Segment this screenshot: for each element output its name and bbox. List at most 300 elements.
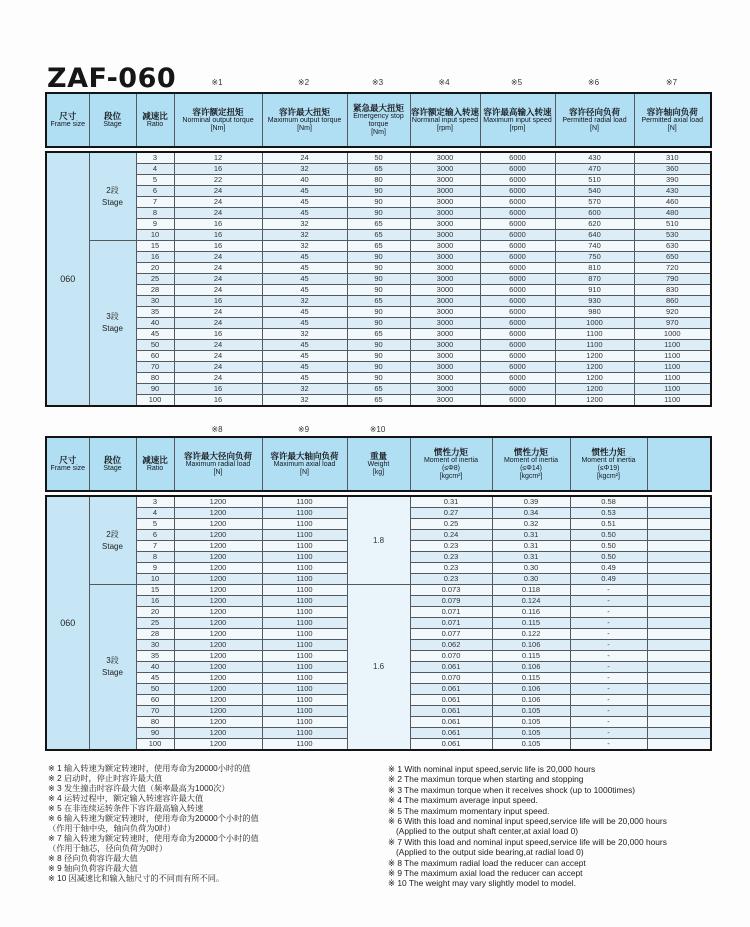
- value-cell: 24: [174, 208, 262, 219]
- empty-cell: [647, 728, 711, 739]
- header-cn-label: 容许最大径向负荷: [183, 450, 252, 461]
- value-cell: 0.115: [492, 618, 570, 629]
- ratio-cell: 8: [136, 208, 174, 219]
- table-1-body: [45, 151, 712, 407]
- value-cell: 0.071: [410, 607, 492, 618]
- header-cn-label: 容许额定输入转速: [410, 106, 479, 117]
- value-cell: 1100: [555, 340, 634, 351]
- value-cell: 45: [262, 274, 347, 285]
- value-cell: 24: [174, 274, 262, 285]
- empty-cell: [647, 496, 711, 508]
- value-cell: 16: [174, 329, 262, 340]
- ratio-cell: 28: [136, 629, 174, 640]
- value-cell: 45: [262, 208, 347, 219]
- stage-cell: 3段 Stage: [89, 241, 136, 407]
- ratio-cell: 10: [136, 574, 174, 585]
- value-cell: 0.106: [492, 662, 570, 673]
- ref-mark: ※2: [297, 78, 310, 87]
- header-unit-label: [kg]: [372, 468, 385, 476]
- value-cell: 24: [174, 351, 262, 362]
- value-cell: 6000: [480, 395, 555, 407]
- ratio-cell: 5: [136, 519, 174, 530]
- header-unit-label: [Nm]: [297, 124, 312, 132]
- value-cell: -: [570, 596, 647, 607]
- ratio-cell: 9: [136, 563, 174, 574]
- value-cell: 80: [347, 175, 410, 186]
- value-cell: 1200: [174, 541, 262, 552]
- value-cell: 630: [634, 241, 711, 252]
- value-cell: 920: [634, 307, 711, 318]
- value-cell: 1200: [555, 395, 634, 407]
- ref-mark: ※7: [665, 78, 678, 87]
- value-cell: 1200: [174, 706, 262, 717]
- empty-cell: [647, 607, 711, 618]
- value-cell: 1200: [174, 640, 262, 651]
- ratio-cell: 5: [136, 175, 174, 186]
- table-row: [46, 307, 711, 318]
- table-row: [46, 252, 711, 263]
- value-cell: 910: [555, 285, 634, 296]
- empty-cell: [647, 640, 711, 651]
- value-cell: 24: [174, 197, 262, 208]
- value-cell: 1100: [262, 640, 347, 651]
- value-cell: -: [570, 684, 647, 695]
- value-cell: 1000: [634, 329, 711, 340]
- value-cell: 1200: [555, 362, 634, 373]
- value-cell: 65: [347, 219, 410, 230]
- value-cell: 1100: [262, 585, 347, 596]
- header-en-label: Weight: [367, 460, 390, 468]
- value-cell: 1100: [262, 717, 347, 728]
- value-cell: 1100: [262, 662, 347, 673]
- header-cn-label: 惯性力矩: [513, 446, 548, 457]
- value-cell: 6000: [480, 186, 555, 197]
- value-cell: 1100: [262, 706, 347, 717]
- table-row: [46, 296, 711, 307]
- value-cell: 1200: [555, 373, 634, 384]
- table-row: [46, 230, 711, 241]
- value-cell: -: [570, 651, 647, 662]
- ratio-cell: 6: [136, 186, 174, 197]
- table-row: [46, 340, 711, 351]
- value-cell: 6000: [480, 340, 555, 351]
- header-en-label: Emergency stop torque: [353, 112, 404, 128]
- value-cell: 32: [262, 241, 347, 252]
- value-cell: 1200: [174, 695, 262, 706]
- value-cell: 6000: [480, 208, 555, 219]
- value-cell: 0.118: [492, 585, 570, 596]
- value-cell: 460: [634, 197, 711, 208]
- value-cell: 620: [555, 219, 634, 230]
- header-en-label: Norminal output torque: [182, 116, 254, 124]
- value-cell: 1200: [174, 739, 262, 751]
- value-cell: 1100: [262, 496, 347, 508]
- title-bar: [45, 56, 710, 94]
- value-cell: 3000: [410, 252, 480, 263]
- value-cell: 45: [262, 318, 347, 329]
- header-unit-label: [kgcm²]: [439, 472, 463, 480]
- footnote-line: （作用于轴中央，轴向负荷为0时）: [48, 824, 176, 833]
- value-cell: 3000: [410, 329, 480, 340]
- column-header: [410, 437, 492, 491]
- footnote-line: ※ 6 输入转速为额定转速时，使用寿命为20000个小时的值: [48, 814, 259, 823]
- ref-marks-row-1: [45, 76, 710, 89]
- value-cell: 3000: [410, 152, 480, 164]
- header-cn-label: 容许额定扭矩: [192, 106, 244, 117]
- value-cell: 0.50: [570, 552, 647, 563]
- table-row: [46, 496, 711, 508]
- value-cell: 3000: [410, 373, 480, 384]
- value-cell: 6000: [480, 307, 555, 318]
- header-en-label: Moment of inertia: [503, 456, 559, 464]
- value-cell: 0.31: [492, 541, 570, 552]
- value-cell: 16: [174, 384, 262, 395]
- value-cell: -: [570, 706, 647, 717]
- value-cell: 0.061: [410, 695, 492, 706]
- value-cell: 1100: [262, 563, 347, 574]
- column-header: [174, 93, 262, 147]
- ratio-cell: 80: [136, 717, 174, 728]
- header-en-label: Ratio: [146, 465, 164, 473]
- value-cell: 1200: [174, 651, 262, 662]
- header-unit-label: [rpm]: [437, 124, 453, 132]
- header-unit-label: [rpm]: [509, 124, 526, 132]
- header-en-label: Ratio: [146, 121, 164, 129]
- table-1-header: [45, 92, 712, 148]
- value-cell: 3000: [410, 241, 480, 252]
- footnote-line: ※ 1 With nominal input speed,servic life is 20,000 hours: [388, 764, 596, 774]
- empty-cell: [647, 739, 711, 751]
- header-cn-label: 惯性力矩: [433, 446, 468, 457]
- value-cell: 0.062: [410, 640, 492, 651]
- value-cell: 90: [347, 373, 410, 384]
- value-cell: 1200: [174, 629, 262, 640]
- value-cell: 810: [555, 263, 634, 274]
- value-cell: 0.105: [492, 717, 570, 728]
- value-cell: 90: [347, 307, 410, 318]
- header-en-label: Frame size: [50, 465, 86, 473]
- value-cell: 6000: [480, 219, 555, 230]
- value-cell: 45: [262, 197, 347, 208]
- column-header: [174, 437, 262, 491]
- ref-mark: ※4: [438, 78, 450, 87]
- value-cell: 32: [262, 329, 347, 340]
- empty-cell: [647, 706, 711, 717]
- value-cell: 750: [555, 252, 634, 263]
- stage-cell: 2段 Stage: [89, 152, 136, 241]
- value-cell: 6000: [480, 384, 555, 395]
- footnote-line: ※ 3 发生撞击时容许最大值（频率最高为1000次）: [48, 784, 230, 793]
- value-cell: 1100: [262, 739, 347, 751]
- value-cell: 65: [347, 329, 410, 340]
- header-en-label: Permitted axial load: [641, 116, 703, 124]
- value-cell: 90: [347, 274, 410, 285]
- footnote-line: ※ 5 在非连续运转条件下容许最高输入转速: [48, 804, 204, 813]
- value-cell: 90: [347, 197, 410, 208]
- value-cell: 90: [347, 318, 410, 329]
- table-row: [46, 274, 711, 285]
- value-cell: 1100: [634, 340, 711, 351]
- column-header: [89, 93, 136, 147]
- ratio-cell: 6: [136, 530, 174, 541]
- column-header: [634, 93, 711, 147]
- header-unit-label: [Nm]: [210, 124, 226, 132]
- footnote-line: ※ 6 With this load and nominal input speed,service life will be 20,000 hours: [388, 816, 667, 827]
- value-cell: 16: [174, 164, 262, 175]
- value-cell: 3000: [410, 395, 480, 407]
- header-en-label: Frame size: [50, 121, 86, 129]
- header-cn-label: 容许最大扭矩: [278, 106, 330, 117]
- value-cell: 1100: [262, 695, 347, 706]
- value-cell: 32: [262, 230, 347, 241]
- ratio-cell: 9: [136, 219, 174, 230]
- ratio-cell: 50: [136, 340, 174, 351]
- value-cell: 90: [347, 186, 410, 197]
- value-cell: 1100: [262, 607, 347, 618]
- footnote-line: ※ 7 输入转速为额定转速时，使用寿命为20000个小时的值: [48, 834, 259, 843]
- value-cell: 720: [634, 263, 711, 274]
- ratio-cell: 35: [136, 651, 174, 662]
- table-row: [46, 175, 711, 186]
- value-cell: 1200: [174, 618, 262, 629]
- value-cell: 0.077: [410, 629, 492, 640]
- value-cell: 0.23: [410, 574, 492, 585]
- value-cell: 1200: [174, 607, 262, 618]
- footnote-line: (Applied to the output shaft center,at axial load 0): [396, 826, 579, 837]
- value-cell: 0.116: [492, 607, 570, 618]
- value-cell: 310: [634, 152, 711, 164]
- value-cell: 1200: [555, 384, 634, 395]
- value-cell: 0.31: [492, 530, 570, 541]
- empty-cell: [647, 574, 711, 585]
- spec-table-2: [45, 423, 710, 751]
- footnote-line: ※ 8 The maximum radial load the reducer can accept: [388, 857, 586, 868]
- empty-cell: [647, 662, 711, 673]
- empty-cell: [647, 541, 711, 552]
- value-cell: -: [570, 673, 647, 684]
- value-cell: 45: [262, 307, 347, 318]
- footnote-line: ※ 9 The maximum axial load the reducer can accept: [388, 868, 583, 879]
- footnote-line: ※ 10 因减速比和输入轴尺寸的不同而有所不同。: [48, 874, 225, 883]
- value-cell: 1100: [262, 728, 347, 739]
- value-cell: 3000: [410, 318, 480, 329]
- value-cell: 0.079: [410, 596, 492, 607]
- value-cell: 0.49: [570, 563, 647, 574]
- column-header: [492, 437, 570, 491]
- table-row: [46, 373, 711, 384]
- value-cell: 6000: [480, 241, 555, 252]
- footnotes: [45, 764, 710, 889]
- empty-cell: [647, 684, 711, 695]
- empty-cell: [647, 508, 711, 519]
- header-cn-label: 减速比: [142, 454, 168, 465]
- value-cell: 22: [174, 175, 262, 186]
- value-cell: 6000: [480, 175, 555, 186]
- value-cell: 65: [347, 395, 410, 407]
- value-cell: 1100: [262, 508, 347, 519]
- header-en-label: Stage: [103, 121, 122, 129]
- value-cell: -: [570, 662, 647, 673]
- ratio-cell: 28: [136, 285, 174, 296]
- value-cell: 3000: [410, 274, 480, 285]
- ratio-cell: 3: [136, 496, 174, 508]
- header-unit-label: [N]: [213, 468, 223, 476]
- value-cell: 32: [262, 296, 347, 307]
- value-cell: 0.23: [410, 541, 492, 552]
- ratio-cell: 7: [136, 541, 174, 552]
- ratio-cell: 45: [136, 329, 174, 340]
- value-cell: 1200: [174, 496, 262, 508]
- value-cell: 0.32: [492, 519, 570, 530]
- value-cell: 0.31: [492, 552, 570, 563]
- value-cell: 0.105: [492, 739, 570, 751]
- value-cell: 1100: [262, 684, 347, 695]
- ratio-cell: 50: [136, 684, 174, 695]
- value-cell: 0.106: [492, 695, 570, 706]
- empty-cell: [647, 585, 711, 596]
- value-cell: 40: [262, 175, 347, 186]
- value-cell: 3000: [410, 384, 480, 395]
- value-cell: 1200: [174, 519, 262, 530]
- value-cell: 1200: [174, 563, 262, 574]
- ratio-cell: 30: [136, 640, 174, 651]
- value-cell: 0.50: [570, 541, 647, 552]
- value-cell: 16: [174, 296, 262, 307]
- value-cell: -: [570, 618, 647, 629]
- column-header: [46, 437, 89, 491]
- value-cell: 1100: [262, 530, 347, 541]
- ratio-cell: 60: [136, 351, 174, 362]
- value-cell: 0.061: [410, 728, 492, 739]
- value-cell: 1100: [634, 384, 711, 395]
- header-cn-label: 尺寸: [59, 454, 77, 465]
- value-cell: -: [570, 717, 647, 728]
- value-cell: 1200: [174, 574, 262, 585]
- value-cell: 3000: [410, 175, 480, 186]
- table-row: [46, 152, 711, 164]
- value-cell: 530: [634, 230, 711, 241]
- header-cn-label: 段位: [103, 454, 121, 465]
- ratio-cell: 8: [136, 552, 174, 563]
- column-header: [410, 93, 480, 147]
- value-cell: 1200: [174, 596, 262, 607]
- header-en-label: Stage: [103, 465, 122, 473]
- value-cell: 980: [555, 307, 634, 318]
- ratio-cell: 45: [136, 673, 174, 684]
- value-cell: 0.115: [492, 673, 570, 684]
- value-cell: 16: [174, 219, 262, 230]
- header-en-label: Maximum radial load: [185, 460, 251, 468]
- value-cell: 0.25: [410, 519, 492, 530]
- value-cell: 510: [634, 219, 711, 230]
- value-cell: 1200: [174, 684, 262, 695]
- footnote-line: ※ 3 The maximun torque when it receives shock (up to 1000times): [388, 784, 636, 795]
- ratio-cell: 70: [136, 362, 174, 373]
- ref-mark: ※9: [297, 425, 310, 434]
- value-cell: 0.105: [492, 706, 570, 717]
- value-cell: 0.53: [570, 508, 647, 519]
- value-cell: 90: [347, 263, 410, 274]
- value-cell: 0.39: [492, 496, 570, 508]
- header-cn-label: 减速比: [142, 110, 168, 121]
- header-sub-label: (≤Φ14): [520, 464, 542, 472]
- header-unit-label: [N]: [667, 124, 677, 132]
- footnote-line: (Applied to the output side bearing,at radial load 0): [396, 847, 584, 858]
- ratio-cell: 16: [136, 596, 174, 607]
- value-cell: 0.23: [410, 552, 492, 563]
- page-title: ZAF-060: [47, 63, 177, 94]
- value-cell: 0.106: [492, 684, 570, 695]
- footnote-line: ※ 2 The maximun torque when starting and stopping: [388, 774, 584, 785]
- table-row: [46, 585, 711, 596]
- ratio-cell: 100: [136, 395, 174, 407]
- column-header: [136, 437, 174, 491]
- ratio-cell: 15: [136, 241, 174, 252]
- table-row: [46, 329, 711, 340]
- ratio-cell: 40: [136, 318, 174, 329]
- value-cell: 1200: [555, 351, 634, 362]
- footnote-line: ※ 5 The maximum momentary input speed.: [388, 805, 550, 816]
- value-cell: 45: [262, 340, 347, 351]
- footnote-line: ※ 2 启动时，停止时容许最大值: [48, 774, 163, 783]
- footnotes-chinese: [48, 764, 388, 889]
- value-cell: 16: [174, 230, 262, 241]
- value-cell: 0.061: [410, 717, 492, 728]
- table-row: [46, 186, 711, 197]
- ratio-cell: 10: [136, 230, 174, 241]
- value-cell: 0.061: [410, 662, 492, 673]
- header-cn-label: 容许最高输入转速: [483, 106, 552, 117]
- value-cell: 45: [262, 252, 347, 263]
- value-cell: 1100: [634, 351, 711, 362]
- value-cell: 0.50: [570, 530, 647, 541]
- value-cell: 1200: [174, 585, 262, 596]
- weight-cell: 1.8: [347, 496, 410, 585]
- value-cell: 0.071: [410, 618, 492, 629]
- value-cell: 0.30: [492, 574, 570, 585]
- value-cell: 45: [262, 373, 347, 384]
- ref-mark: ※8: [211, 425, 223, 434]
- value-cell: 1100: [262, 552, 347, 563]
- value-cell: -: [570, 695, 647, 706]
- value-cell: 1100: [262, 519, 347, 530]
- value-cell: 6000: [480, 351, 555, 362]
- value-cell: 360: [634, 164, 711, 175]
- value-cell: 970: [634, 318, 711, 329]
- table-row: [46, 263, 711, 274]
- ratio-cell: 60: [136, 695, 174, 706]
- value-cell: 930: [555, 296, 634, 307]
- value-cell: 650: [634, 252, 711, 263]
- column-header: [262, 437, 347, 491]
- value-cell: -: [570, 629, 647, 640]
- value-cell: 6000: [480, 362, 555, 373]
- value-cell: 1000: [555, 318, 634, 329]
- value-cell: 0.115: [492, 651, 570, 662]
- value-cell: 0.31: [410, 496, 492, 508]
- column-header: [136, 93, 174, 147]
- value-cell: 740: [555, 241, 634, 252]
- table-row: [46, 395, 711, 407]
- value-cell: 3000: [410, 219, 480, 230]
- value-cell: 24: [174, 186, 262, 197]
- value-cell: 24: [174, 340, 262, 351]
- empty-cell: [647, 695, 711, 706]
- empty-cell: [647, 618, 711, 629]
- ratio-cell: 90: [136, 728, 174, 739]
- value-cell: 860: [634, 296, 711, 307]
- value-cell: 6000: [480, 197, 555, 208]
